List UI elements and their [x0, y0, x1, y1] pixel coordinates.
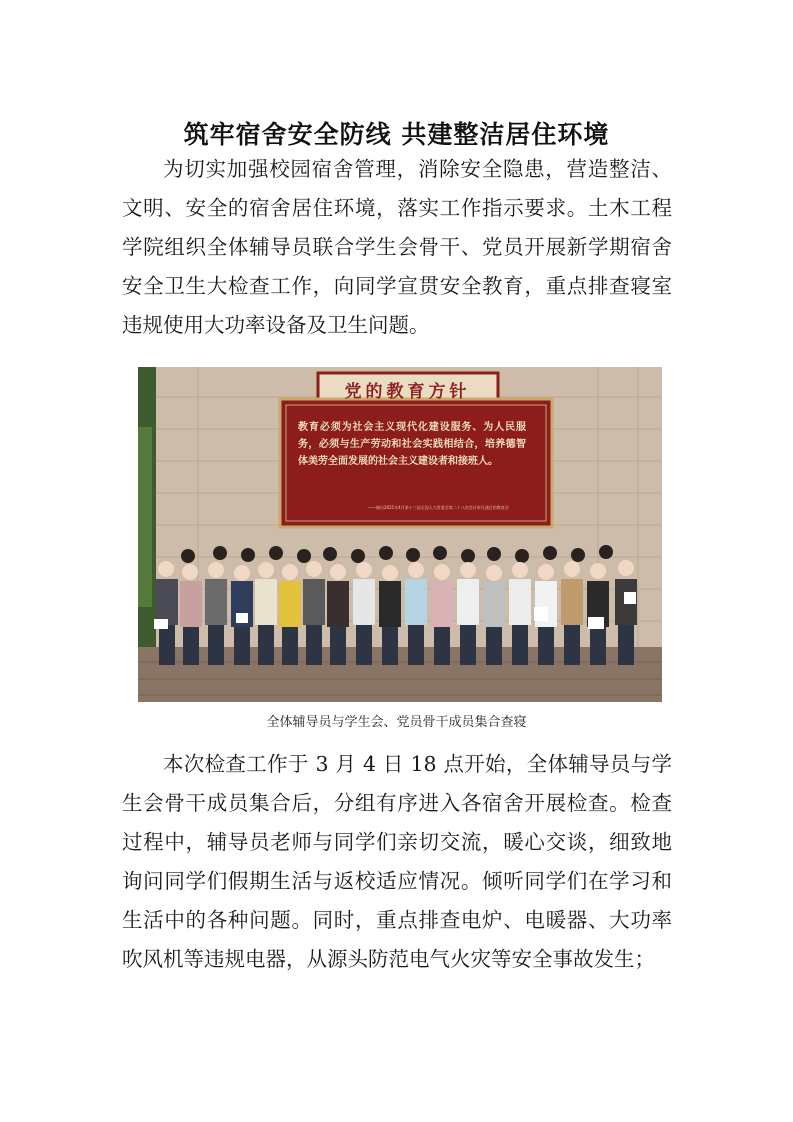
inspection-paragraph: 本次检查工作于 3 月 4 日 18 点开始，全体辅导员与学生会骨干成员集合后，分组有序进入各宿舍开展检查。检查过程中，辅导员老师与同学们亲切交流，暖心交谈，细致地询问同学们假期生活与返校适应情况。倾听同学们在学习和生活中的各种问题。同时，重点排查电炉、电暖器、大功率吹风机等违规电器，从源头防范电气火灾等安全事故发生；: [122, 752, 672, 971]
group-photo: [138, 367, 662, 702]
photo-caption: 全体辅导员与学生会、党员骨干成员集合查寝: [266, 715, 527, 730]
document-title: 筑牢宿舍安全防线 共建整洁居住环境: [183, 119, 610, 149]
plaque-footnote: ——摘自2021年4月第十三届全国人大常委会第二十八次会议审议通过的教育法: [368, 505, 509, 510]
plaque-heading: 党的教育方针: [344, 381, 471, 402]
intro-paragraph: 为切实加强校园宿舍管理，消除安全隐患，营造整洁、文明、安全的宿舍居住环境，落实工作指示要求。土木工程学院组织全体辅导员联合学生会骨干、党员开展新学期宿舍安全卫生大检查工作，向同学宣贯安全教育，重点排查寝室违规使用大功率设备及卫生问题。: [122, 157, 672, 337]
plaque-text: 教育必须为社会主义现代化建设服务、为人民服务，必须与生产劳动和社会实践相结合，培养德智体美劳全面发展的社会主义建设者和接班人。: [298, 422, 526, 467]
